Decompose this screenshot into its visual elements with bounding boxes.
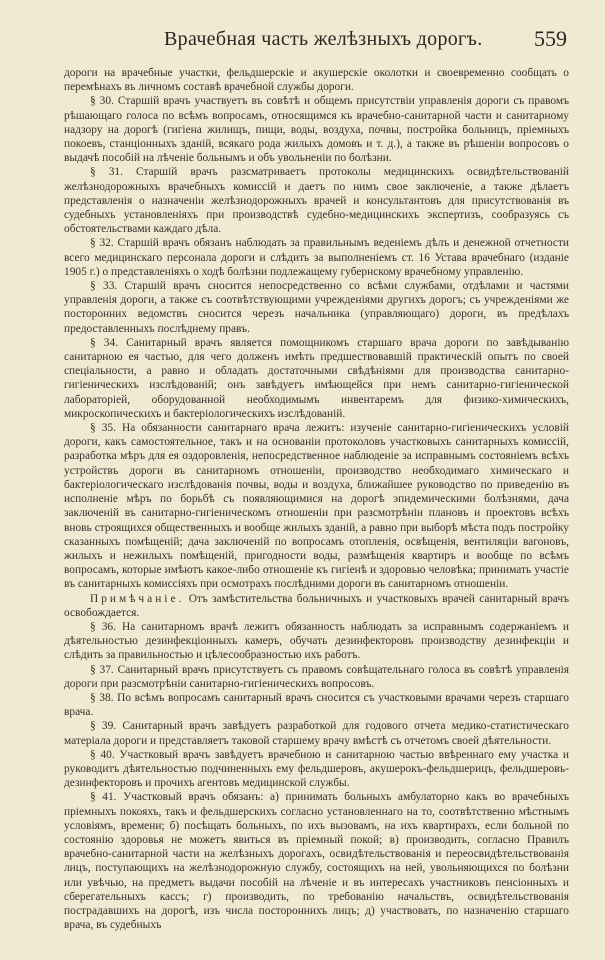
paragraph-continuation: дороги на врачебные участки, фельдшерскiе и акушерскiе околотки и своевременно сообщать о перемѣнахъ въ личномъ составѣ врачебной службы дороги. [64,67,569,94]
page-number: 559 [534,26,567,51]
note-text: Отъ замѣстительства больничныхъ и участковыхъ врачей санитарный врачъ освобождается. [64,592,569,619]
paragraph-37: § 37. Санитарный врачъ присутствуетъ съ правомъ совѣщательнаго голоса въ совѣтѣ управленiя дороги при разсмотрѣнiи санитарно-гигiеническихъ вопросовъ. [64,663,569,690]
page-header [64,14,569,50]
paragraph-31: § 31. Старшiй врачъ разсматриваетъ протоколы медицинскихъ освидѣтельствованiй желѣзнодорожныхъ врачебныхъ комиссiй и даетъ по нимъ свое заключенiе, а также дѣлаетъ представленiя о назначенiи желѣзнодорожныхъ врачей и консультантовъ для присутствованiя въ судебныхъ установленiяхъ при производствѣ судебно-медицинскихъ экспертизъ, сообразуясь съ обстоятельствами каждаго дѣла. [64,166,569,236]
paragraph-33: § 33. Старшiй врачъ сносится непосредственно со всѣми службами, отдѣлами и частями управленiя дороги, а также съ соотвѣтствующими учрежденiями другихъ дорогъ; съ учрежденiями же посторонних ведомствъ сносится черезъ начальника (управляющаго) дороги, въ предѣлахъ предоставленныхъ послѣднему правъ. [64,280,569,335]
note [64,592,569,620]
paragraph-32: § 32. Старшiй врачъ обязанъ наблюдать за правильнымъ веденiемъ дѣлъ и денежной отчетности всего медицинскаго персонала дороги и слѣдить за выполненiемъ ст. 16 Устава врачебнаго (изданiе 1905 г.) о представленiяхъ о ходѣ болѣзни подлежащему губернскому врачебному управленiю. [64,237,569,278]
paragraph-35: § 35. На обязанности санитарнаго врача лежитъ: изученiе санитарно-гигiеническихъ условiй дороги, какъ самостоятельное, такъ и на основанiи протоколовъ участковыхъ санитарныхъ комиссiй, разработка мѣръ для ея оздоровленiя, непосредственное наблюденiе за исправнымъ состоянiемъ всѣхъ устройствъ дороги въ санитарномъ отношенiи, производство необходимаго химическаго и бактерiологическаго изслѣдованiя почвы, воды и воздуха, ближайшее руководство по приведенiю въ исполненiе мѣръ по борьбѣ съ появляющимися на дорогѣ эпидемическими болѣзнями, дача заключенiй въ санитарно-гигiеническомъ отношенiи при разсмотрѣнiи плановъ и проектовъ всѣхъ вновь строящихся общественныхъ и вообще жилыхъ зданiй, а равно при выборѣ мѣста подъ постройку сказанныхъ помѣщенiй; дача заключенiй по вопросамъ отопленiя, освѣщенiя, вентиляцiи вагоновъ, жилыхъ и нежилыхъ помѣщенiй, пригодности воды, размѣщенiя квартиръ и вообще по всѣмъ вопросамъ, которые имѣютъ какое-либо отношенiе къ гигiенѣ и здоровью человѣка; принимать участiе въ санитарныхъ комиссiяхъ при осмотрахъ послѣдними дороги въ санитарномъ отношенiи. [64,422,569,591]
paragraph-40: § 40. Участковый врачъ завѣдуетъ врачебною и санитарною частью ввѣреннаго ему участка и руководитъ дѣятельностью подчиненныхъ ему фельдшеровъ, акушерокъ-фельдшерицъ, фельдшеровъ-дезинфекторовъ и прочихъ агентовъ медицинской службы. [64,748,569,790]
paragraph-34: § 34. Санитарный врачъ является помощникомъ старшаго врача дороги по завѣдыванiю санитарною ея частью, для чего долженъ имѣть предшествовавшiй практическiй опытъ по своей спецiальности, а равно и обладать достаточными свѣдѣнiями для производства санитарно-гигiеническихъ изслѣдованiй; онъ завѣдуетъ имѣющейся при немъ санитарно-гигiенической лабораторiей, оборудованной необходимымъ инвентаремъ для физико-химическихъ, микроскопическихъ и бактерiологическихъ изслѣдованiй. [64,336,569,420]
note-label: Примѣчанiе. [90,592,185,605]
paragraph-38: § 38. По всѣмъ вопросамъ санитарный врачъ сносится съ участковыми врачами черезъ старшаго врача. [64,691,569,719]
paragraph-41: § 41. Участковый врачъ обязанъ: а) принимать больныхъ амбулаторно какъ во врачебныхъ прiемныхъ покояхъ, такъ и фельдшерскихъ согласно установленнаго на то, соотвѣтственно мѣстнымъ условiямъ, времени; б) посѣщать больныхъ, по ихъ вызовамъ, на ихъ квартирахъ, если больной по состоянiю здоровья не можетъ явиться въ прiемный покой; в) производить, согласно Правилъ врачебно-санитарной части на желѣзныхъ дорогахъ, освидѣтельствованiя и переосвидѣтельствованiя лицъ, поступающихъ на желѣзнодорожную службу, состоящихъ на ней, увольняющихся по болѣзни или увѣчью, на предметъ выдачи пособiй на лѣченiе и въ интересахъ участниковъ пенсiонныхъ и сберегательныхъ кассъ; г) производить, по требованiю начальствъ, освидѣтельствованiя пострадавшихъ на дорогѣ, изъ числа постороннихъ лицъ; д) участвовать, по назначенiю старшаго врача, въ судебныхъ [64,791,569,932]
running-title: Врачебная часть желѣзныхъ дорогъ. [164,28,483,50]
paragraph-36: § 36. На санитарномъ врачѣ лежитъ обязанность наблюдать за исправнымъ содержанiемъ и дѣятельностью дезинфекцiонныхъ камеръ, обучать дезинфекторовъ производству дезинфекцiи и слѣдить за правильностью и цѣлесообразностью ихъ работъ. [64,620,569,662]
paragraph-30: § 30. Старшiй врачъ участвуетъ въ совѣтѣ и общемъ присутствiи управленiя дороги съ правомъ рѣшающаго голоса по всѣмъ вопросамъ, относящимся къ врачебно-санитарной части и санитарному надзору на дорогѣ (гигiена жилищъ, пищи, воды, воздуха, почвы, постройка больницъ, прiемныхъ покоевъ, станцiонныхъ зданiй, всякаго рода жилыхъ домовъ и т. д.), а также въ рѣшенiи вопросовъ о выдачѣ пособiй на лѣченiе больнымъ и объ увольненiи по болѣзни. [64,95,569,165]
document-body [64,66,569,932]
paragraph-39: § 39. Санитарный врачъ завѣдуетъ разработкой для годового отчета медико-статистическаго матерiала дороги и представляетъ таковой старшему врачу вмѣстѣ съ отчетомъ своей дѣятельности. [64,720,569,747]
